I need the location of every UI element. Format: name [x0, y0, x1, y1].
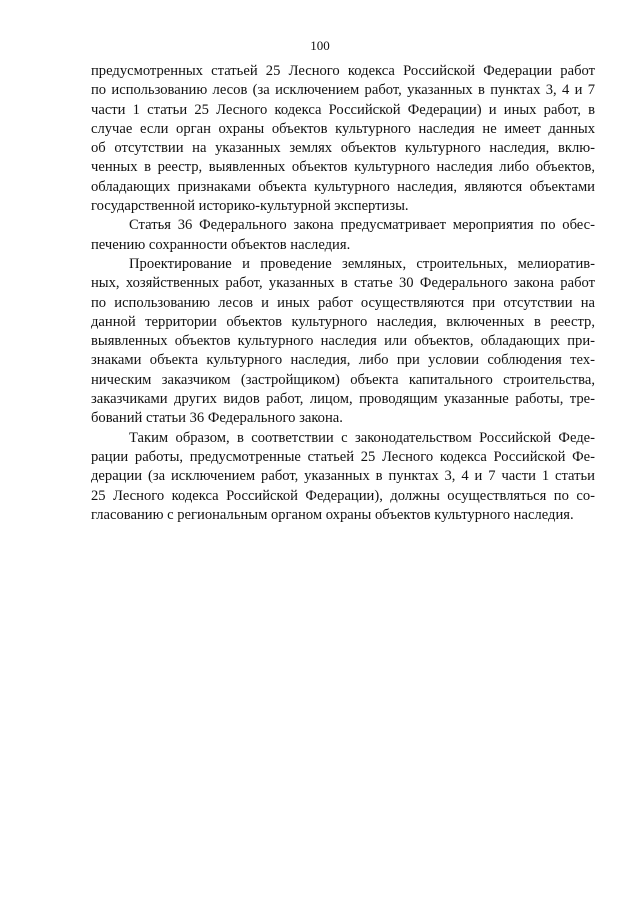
document-body — [91, 62, 595, 525]
text-line: по использованию лесов и иных работ осуществляются при отсутствии на — [91, 294, 595, 311]
paragraph-article-36 — [91, 216, 595, 255]
text-line: Статья 36 Федерального закона предусматривает мероприятия по обес- — [129, 217, 595, 234]
text-line: по использованию лесов (за исключением работ, указанных в пунктах 3, 4 и 7 — [91, 82, 595, 99]
text-line: печению сохранности объектов наследия. — [91, 236, 351, 253]
text-line: данной территории объектов культурного наследия, включенных в реестр, — [91, 313, 595, 330]
text-line: 25 Лесного кодекса Российской Федерации), должны осуществляться по со- — [91, 487, 595, 504]
text-line: ченных в реестр, выявленных объектов культурного наследия либо объектов, — [91, 159, 595, 176]
text-line: ных, хозяйственных работ, указанных в статье 30 Федерального закона работ — [91, 275, 595, 292]
text-line: дерации (за исключением работ, указанных в пунктах 3, 4 и 7 части 1 статьи — [91, 468, 595, 485]
text-line: ническим заказчиком (застройщиком) объекта капитального строительства, — [91, 371, 595, 388]
text-line: предусмотренных статьей 25 Лесного кодекса Российской Федерации работ — [91, 63, 595, 79]
text-line: случае если орган охраны объектов культурного наследия не имеет данных — [91, 120, 595, 137]
text-line: Проектирование и проведение земляных, строительных, мелиоратив- — [129, 255, 595, 272]
text-line: государственной историко-культурной экспертизы. — [91, 198, 409, 215]
text-line: заказчиками других видов работ, лицом, проводящим указанные работы, тре- — [91, 391, 595, 408]
text-line: части 1 статьи 25 Лесного кодекса Российской Федерации) и иных работ, в — [91, 101, 595, 118]
text-line: бований статьи 36 Федерального закона. — [91, 410, 343, 427]
text-line: Таким образом, в соответствии с законодательством Российской Феде- — [129, 429, 595, 446]
page-number: 100 — [310, 38, 330, 53]
text-line: выявленных объектов культурного наследия или объектов, обладающих при- — [91, 333, 595, 350]
paragraph-forest-works-expertise — [91, 62, 595, 216]
text-line: знаками объекта культурного наследия, либо при условии соблюдения тех- — [91, 352, 595, 369]
text-line: рации работы, предусмотренные статьей 25 Лесного кодекса Российской Фе- — [91, 448, 595, 465]
paragraph-design-and-works — [91, 255, 595, 429]
paragraph-conclusion — [91, 429, 595, 525]
text-line: обладающих признаками объекта культурного наследия, являются объектами — [91, 178, 595, 195]
text-line: об отсутствии на указанных землях объектов культурного наследия, вклю- — [91, 140, 595, 157]
text-line: гласованию с региональным органом охраны объектов культурного наследия. — [91, 506, 574, 523]
